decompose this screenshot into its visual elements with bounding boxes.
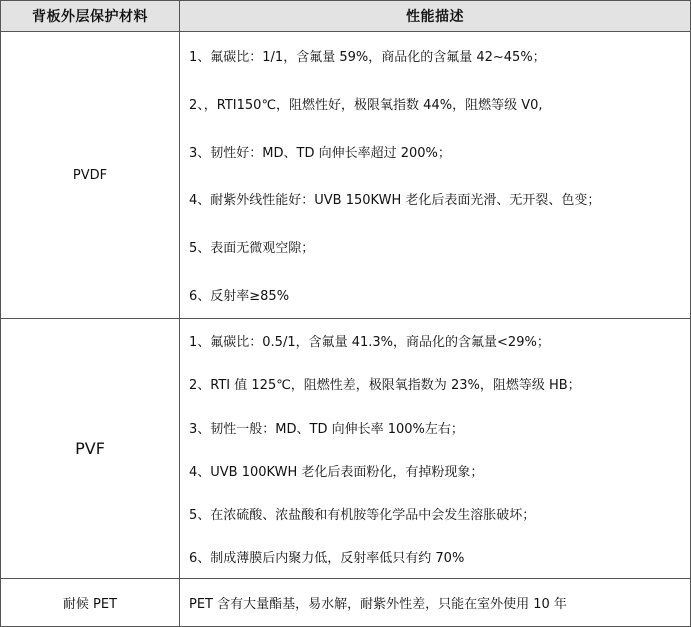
table-row <box>1 32 691 319</box>
description-cell <box>180 32 691 319</box>
header-row <box>1 1 691 32</box>
description-line: 5、表面无微观空隙； <box>189 241 315 257</box>
description-line: 4、耐紫外线性能好：UVB 150KWH 老化后表面光滑、无开裂、色变； <box>189 193 601 209</box>
description-line: 1、氟碳比：0.5/1，含氟量 41.3%，商品化的含氟量<29%； <box>189 335 550 351</box>
description-line: 5、在浓硫酸、浓盐酸和有机胺等化学品中会发生溶胀破坏； <box>189 507 536 523</box>
header-description: 性能描述 <box>180 1 691 32</box>
material-cell: 耐候 PET <box>1 579 180 627</box>
table-row <box>1 319 691 579</box>
material-cell: PVDF <box>1 32 180 319</box>
description-line: 2、RTI 值 125℃，阻燃性差，极限氧指数为 23%，阻燃等级 HB； <box>189 378 581 394</box>
description-line: 6、反射率≥85% <box>189 288 290 304</box>
description-line: 4、UVB 100KWH 老化后表面粉化，有掉粉现象； <box>189 464 484 480</box>
description-line: PET 含有大量酯基，易水解，耐紫外性差，只能在室外使用 10 年 <box>189 597 567 613</box>
table-row <box>1 579 691 627</box>
header-material: 背板外层保护材料 <box>1 1 180 32</box>
description-cell <box>180 579 691 627</box>
description-line: 2、，RTI150℃，阻燃性好，极限氧指数 44%，阻燃等级 V0, <box>189 98 543 114</box>
description-line: 1、氟碳比：1/1，含氟量 59%，商品化的含氟量 42~45%； <box>189 50 546 66</box>
description-cell <box>180 319 691 579</box>
description-line: 3、韧性一般：MD、TD 向伸长率 100%左右； <box>189 421 464 437</box>
description-line: 3、韧性好：MD、TD 向伸长率超过 200%； <box>189 145 451 161</box>
material-cell: PVF <box>1 319 180 579</box>
description-line: 6、制成薄膜后内聚力低，反射率低只有约 70% <box>189 551 465 567</box>
